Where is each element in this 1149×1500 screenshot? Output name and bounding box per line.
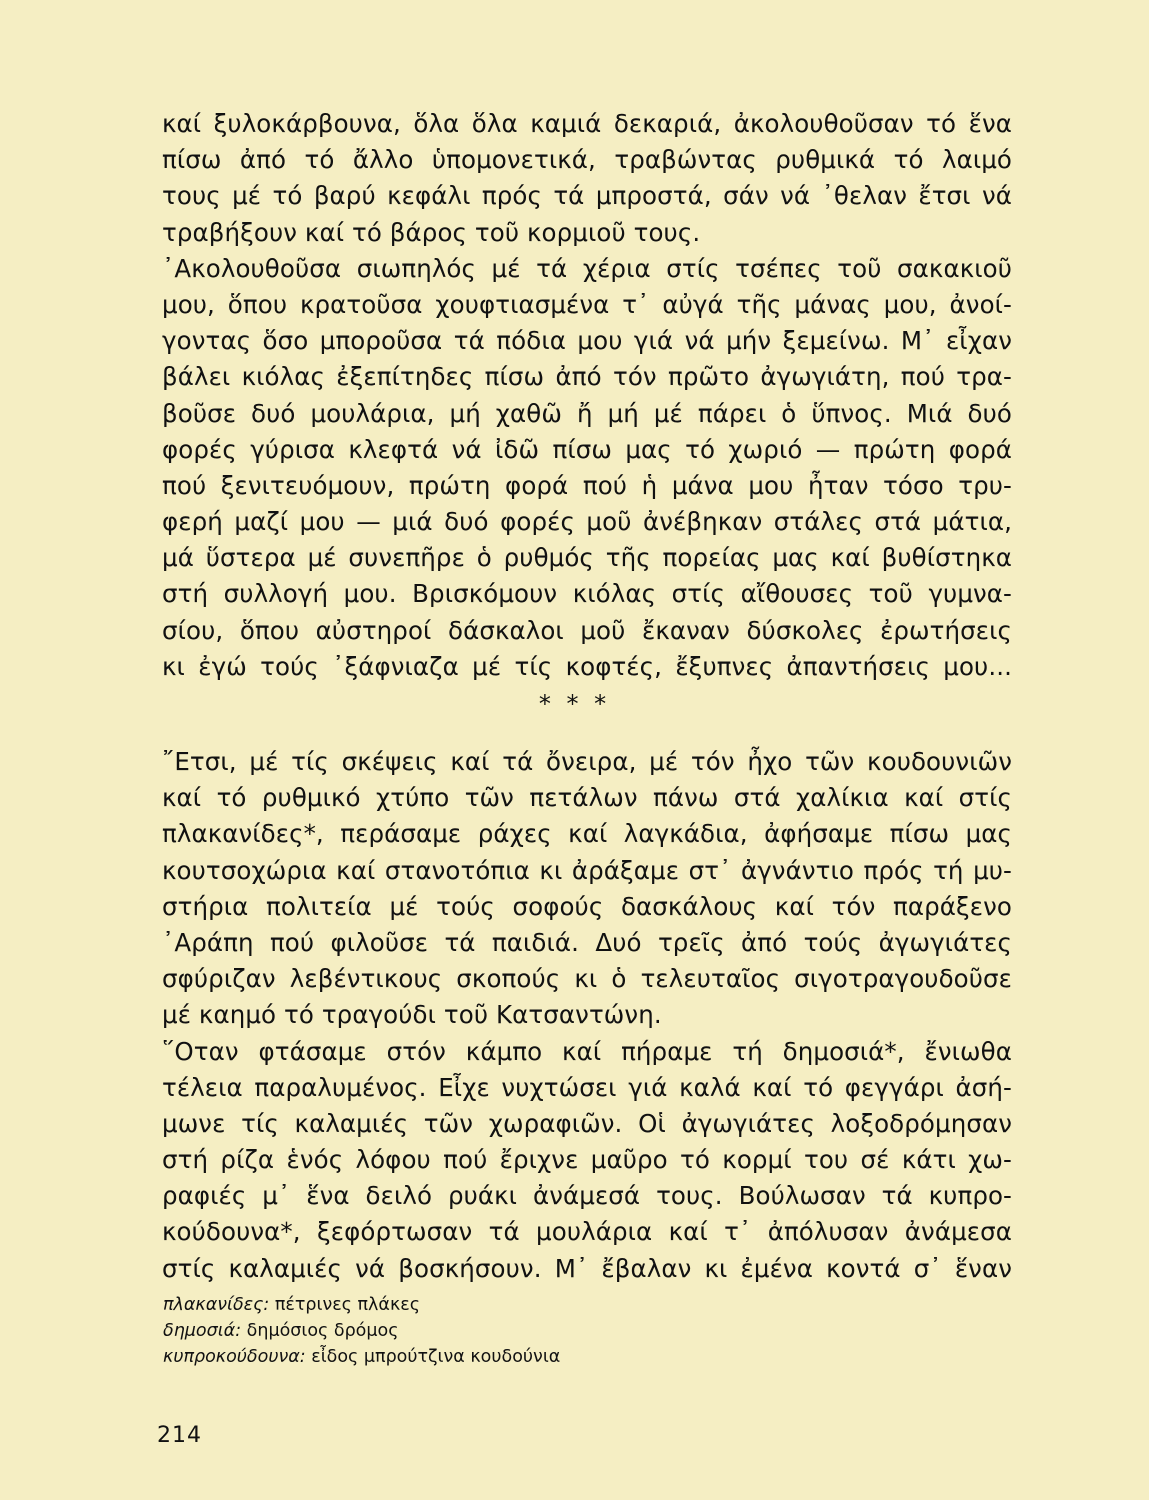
text-line: γοντας ὅσο μποροῦσα τά πόδια μου γιά νά μήν ξεμείνω. Μ᾽ εἶχαν xyxy=(162,326,1012,356)
text-line: στή ρίζα ἑνός λόφου πού ἔριχνε μαῦρο τό κορμί του σέ κάτι χω- xyxy=(162,1145,1012,1175)
section-separator: * * * xyxy=(538,690,611,718)
text-line: βοῦσε δυό μουλάρια, μή χαθῶ ἤ μή μέ πάρει ὁ ὕπνος. Μιά δυό xyxy=(162,398,1012,428)
text-line: στή συλλογή μου. Βρισκόμουν κιόλας στίς αἴθουσες τοῦ γυμνα- xyxy=(162,579,1012,609)
paragraph-block-1 xyxy=(162,106,1012,685)
footnotes xyxy=(163,1292,863,1370)
text-line: μέ καημό τό τραγούδι τοῦ Κατσαντώνη. xyxy=(162,1000,662,1030)
text-line: φερή μαζί μου — μιά δυό φορές μοῦ ἀνέβηκαν στάλες στά μάτια, xyxy=(162,507,1012,537)
text-line: μου, ὅπου κρατοῦσα χουφτιασμένα τ᾽ αὐγά τῆς μάνας μου, ἀνοί- xyxy=(162,289,1012,319)
text-line: καί ξυλοκάρβουνα, ὅλα ὅλα καμιά δεκαριά, ἀκολουθοῦσαν τό ἕνα xyxy=(162,109,1012,138)
footnote-term: πλακανίδες: xyxy=(163,1295,270,1315)
text-line: μωνε τίς καλαμιές τῶν χωραφιῶν. Οἱ ἀγωγιάτες λοξοδρόμησαν xyxy=(162,1108,1012,1138)
text-line: πού ξενιτευόμουν, πρώτη φορά πού ἡ μάνα μου ἦταν τόσο τρυ- xyxy=(162,470,1012,500)
text-line: πίσω ἀπό τό ἄλλο ὑπομονετικά, τραβώντας ρυθμικά τό λαιμό xyxy=(162,145,1012,175)
page-number: 214 xyxy=(157,1423,202,1448)
text-line: ραφιές μ᾽ ἕνα δειλό ρυάκι ἀνάμεσά τους. Βούλωσαν τά κυπρο- xyxy=(162,1181,1012,1211)
text-line: κι ἐγώ τούς ᾽ξάφνιαζα μέ τίς κοφτές, ἔξυπνες ἀπαντήσεις μου... xyxy=(162,651,1012,681)
footnote-term: δημοσιά: xyxy=(163,1321,242,1341)
text-line: πλακανίδες*, περάσαμε ράχες καί λαγκάδια, ἀφήσαμε πίσω μας xyxy=(162,819,1012,849)
text-line: ᾽Αράπη πού φιλοῦσε τά παιδιά. Δυό τρεῖς ἀπό τούς ἀγωγιάτες xyxy=(162,927,1012,957)
text-line: ῎Ετσι, μέ τίς σκέψεις καί τά ὄνειρα, μέ τόν ἦχο τῶν κουδουνιῶν xyxy=(162,747,1012,776)
text-line: φορές γύρισα κλεφτά νά ἰδῶ πίσω μας τό χωριό — πρώτη φορά xyxy=(162,434,1012,464)
text-line: καί τό ρυθμικό χτύπο τῶν πετάλων πάνω στά χαλίκια καί στίς xyxy=(162,783,1012,813)
footnote-term: κυπροκούδουνα: xyxy=(163,1347,306,1367)
text-line: ᾽Ακολουθοῦσα σιωπηλός μέ τά χέρια στίς τσέπες τοῦ σακακιοῦ xyxy=(162,253,1012,283)
footnote-definition: εἶδος μπρούτζινα κουδούνια xyxy=(311,1347,561,1367)
text-line: μά ὕστερα μέ συνεπῆρε ὁ ρυθμός τῆς πορείας μας καί βυθίστηκα xyxy=(162,543,1012,573)
paragraph-block-2 xyxy=(162,744,1012,1287)
text-line: ῞Οταν φτάσαμε στόν κάμπο καί πήραμε τή δημοσιά*, ἔνιωθα xyxy=(162,1036,1012,1066)
text-line: κουτσοχώρια καί στανοτόπια κι ἀράξαμε στ᾽ ἀγνάντιο πρός τή μυ- xyxy=(162,855,1012,885)
footnote-definition: δημόσιος δρόμος xyxy=(246,1321,399,1341)
text-line: τραβήξουν καί τό βάρος τοῦ κορμιοῦ τους. xyxy=(162,217,701,247)
text-line: τέλεια παραλυμένος. Εἶχε νυχτώσει γιά καλά καί τό φεγγάρι ἀσή- xyxy=(162,1072,1012,1102)
text-line: σφύριζαν λεβέντικους σκοπούς κι ὁ τελευταῖος σιγοτραγουδοῦσε xyxy=(162,964,1012,994)
text-line: σίου, ὅπου αὐστηροί δάσκαλοι μοῦ ἔκαναν δύσκολες ἐρωτήσεις xyxy=(162,615,1012,645)
footnote xyxy=(163,1344,863,1370)
footnote xyxy=(163,1318,863,1344)
text-line: κούδουνα*, ξεφόρτωσαν τά μουλάρια καί τ᾽ ἀπόλυσαν ἀνάμεσα xyxy=(162,1217,1012,1247)
text-line: τους μέ τό βαρύ κεφάλι πρός τά μπροστά, σάν νά ᾽θελαν ἔτσι νά xyxy=(162,181,1012,211)
text-line: βάλει κιόλας ἐξεπίτηδες πίσω ἀπό τόν πρῶτο ἀγωγιάτη, πού τρα- xyxy=(162,362,1012,392)
text-line: στήρια πολιτεία μέ τούς σοφούς δασκάλους καί τόν παράξενο xyxy=(162,891,1012,921)
text-line: στίς καλαμιές νά βοσκήσουν. Μ᾽ ἔβαλαν κι ἐμένα κοντά σ᾽ ἕναν xyxy=(162,1253,1012,1283)
footnote-definition: πέτρινες πλάκες xyxy=(274,1295,420,1315)
footnote xyxy=(163,1292,863,1318)
